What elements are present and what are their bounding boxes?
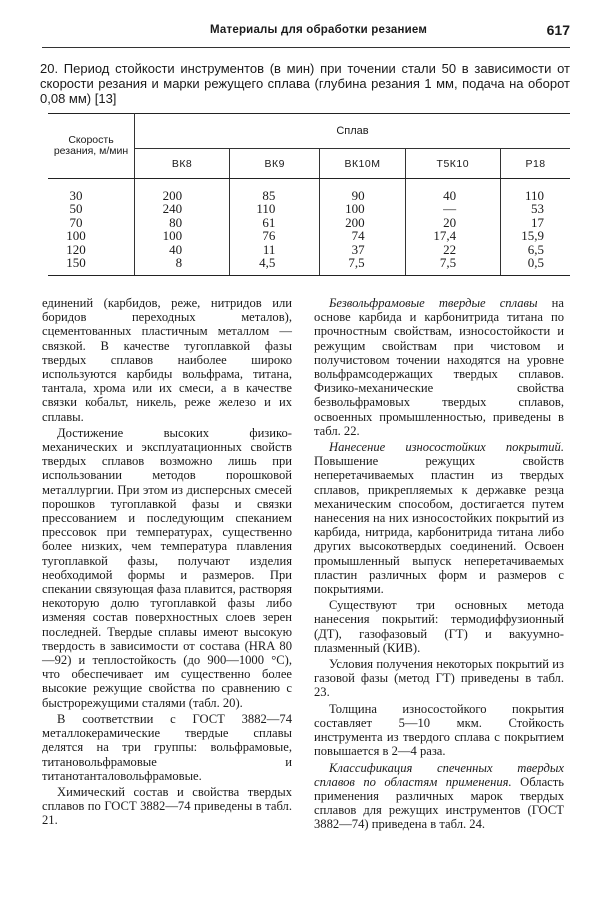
value-cell: 8: [135, 256, 230, 276]
value-cell: 7,5: [405, 256, 500, 276]
value-cell: 17,4: [405, 229, 500, 242]
value-cell: 74: [320, 229, 405, 242]
page-number: 617: [546, 22, 570, 38]
table-caption: [40, 61, 570, 106]
value-cell: 100: [135, 229, 230, 242]
running-head: [40, 22, 570, 42]
paragraph: Толщина износостойкого покрытия составляет 5—10 мкм. Стойкость инструмента из твердого сплава с покрытием повышается в 2—4 раза.: [314, 701, 564, 759]
paragraph: Химический состав и свойства твердых сплавов по ГОСТ 3882—74 приведены в табл. 21.: [42, 784, 292, 828]
paragraph-text: Область применения различных марок твердых сплавов для режущих инструментов (ГОСТ 3882—74) приведена в табл. 24.: [314, 774, 564, 832]
value-cell: 22: [405, 243, 500, 256]
value-cell: 15,9: [521, 228, 544, 244]
column-header-vk8: ВК8: [135, 149, 230, 179]
paragraph-text: на основе карбида и карбонитрида титана по прочностным свойствам, износостойкости и режущим свойствам при чистовом и получистовом точении находятся на уровне вольфрамсодержащих твердых сплавов. Физико-механические свойства безвольфрамовых твердых сплавов, освоенных промышленностью, приведены в табл. 22.: [314, 296, 564, 438]
column-header-vk10m: ВК10М: [320, 149, 405, 179]
speed-cell: 50: [48, 202, 135, 215]
paragraph: В соответствии с ГОСТ 3882—74 металлокерамические твердые сплавы делятся на три группы: вольфрамовые, титановольфрамовые и титанотанталовольфрамовые.: [42, 711, 292, 783]
paragraph: Существуют три основных метода нанесения покрытий: термодиффузионный (ДТ), газофазовый (ГТ) и вакуумно-плазменный (КИВ).: [314, 598, 564, 655]
value-cell: 7,5: [320, 256, 405, 276]
alloy-group-header: Сплав: [135, 114, 571, 149]
speed-cell: 70: [48, 216, 135, 229]
value-cell: —: [405, 202, 500, 215]
value-cell: 37: [320, 243, 405, 256]
paragraph: единений (карбидов, реже, нитридов или боридов переходных металов), сцементованных пластичным металлом — связкой. В качестве тугоплавкой фазы твердых сплавов наиболее широко используются карбиды вольфрама, титана, тантала, хрома или их смеси, а в качестве связки кобальт, никель, реже железо и их сплавы.: [42, 296, 292, 424]
tool-life-table: [48, 113, 570, 276]
paragraph: [314, 296, 564, 438]
value-cell: 0,5: [501, 256, 570, 276]
value-cell: 61: [230, 216, 320, 229]
value-cell: 76: [230, 229, 320, 242]
paragraph: Достижение высоких физико-механических и эксплуатационных свойств твердых сплавов возможно лишь при использовании методов порошковой металлургии. При этом из дисперсных смесей порошков тугоплавкой фазы и связки прессованием и последующим спеканием прессовок при температурах, существенно более низких, чем температура плавления тугоплавкой фазы, получают изделия необходимой формы и размеров. При спекании связующая фаза плавится, растворяя некоторую долю тугоплавкой фазы либо изменяя состав поверхностных слоев зерен последней. Твердые сплавы имеют высокую твердость в зависимости от состава (HRA 80—92) и теплостойкость (до 900—1000 °C), что обеспечивает им существенно более высокие режущие свойства по сравнению с быстрорежущими сталями (табл. 20).: [42, 425, 292, 710]
column-header-r18: Р18: [501, 149, 570, 179]
value-cell: 53: [531, 201, 544, 217]
right-text-column: [314, 296, 564, 832]
value-cell: 200: [135, 179, 230, 203]
speed-cell: 30: [48, 179, 135, 203]
header-rule: [42, 47, 570, 48]
value-cell: 40: [135, 243, 230, 256]
value-cell: 85: [230, 179, 320, 203]
value-cell: 4,5: [230, 256, 320, 276]
running-title: Материалы для обработки резанием: [210, 24, 428, 36]
table-number: 20.: [40, 61, 59, 76]
table-row: [48, 216, 570, 229]
column-header-vk9: ВК9: [230, 149, 320, 179]
value-cell: 20: [405, 216, 500, 229]
value-cell: 17: [531, 214, 544, 230]
left-text-column: [42, 296, 292, 828]
paragraph: [314, 761, 564, 832]
value-cell: 6,5: [527, 241, 544, 257]
run-in-heading: Нанесение износостойких покрытий.: [329, 440, 564, 455]
run-in-heading: Классификация спеченных твердых сплавов по областям применения.: [314, 760, 564, 789]
value-cell: 100: [320, 202, 405, 215]
paragraph: Условия получения некоторых покрытий из газовой фазы (метод ГТ) приведены в табл. 23.: [314, 657, 564, 700]
value-cell: 11: [230, 243, 320, 256]
paragraph: [314, 440, 564, 596]
speed-cell: 150: [48, 256, 135, 276]
table-row: [48, 179, 570, 203]
table-caption-text: Период стойкости инструментов (в мин) при точении стали 50 в зависимости от скорости резания и марки режущего сплава (глубина резания 1 мм, подача на оборот 0,08 мм) [13]: [40, 61, 570, 106]
table-body: [48, 179, 570, 276]
value-cell: 110: [524, 188, 544, 203]
table-row: [48, 229, 570, 242]
speed-column-header: Скорость резания, м/мин: [48, 114, 135, 179]
value-cell: 110: [230, 202, 320, 215]
table-row: [48, 202, 570, 215]
value-cell: 240: [135, 202, 230, 215]
value-cell: 80: [135, 216, 230, 229]
speed-cell: 100: [48, 229, 135, 242]
table-row: [48, 256, 570, 276]
speed-cell: 120: [48, 243, 135, 256]
value-cell: 90: [320, 179, 405, 203]
value-cell: 200: [320, 216, 405, 229]
table-row: [48, 243, 570, 256]
value-cell: 40: [405, 179, 500, 203]
column-header-t5k10: Т5К10: [405, 149, 500, 179]
run-in-heading: Безвольфрамовые твердые сплавы: [329, 296, 538, 310]
paragraph-text: Повышение режущих свойств неперетачиваемых пластин из твердых сплавов, прикрепляемых к державке резца механическим способом, достигается путем нанесения на них износостойких покрытий из карбида, нитрида, карбонитрида титана либо других высокотвердых соединений. Освоен промышленный выпуск неперетачиваемых пластин различных форм и размеров с покрытиями.: [314, 454, 564, 597]
